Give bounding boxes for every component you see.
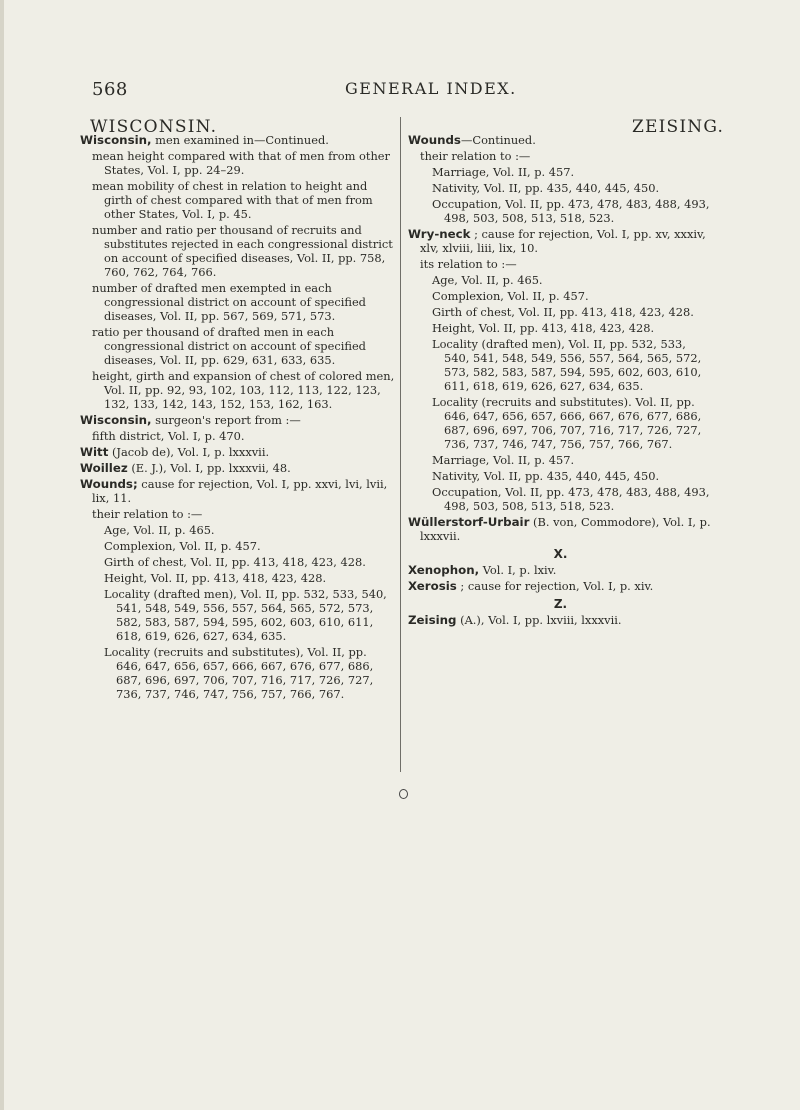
- entry-text: Age, Vol. II, p. 465.: [432, 273, 543, 287]
- entry-text: Height, Vol. II, pp. 413, 418, 423, 428.: [432, 321, 655, 335]
- entry-text: Locality (recruits and substitutes). Vol. II, pp. 646, 647, 656, 657, 666, 667, 676, 677, 686, 687, 696, 697, 706, 707, 716, 717, 726, 727, 736, 737, 746, 747, 756, 757, 766, 767.: [432, 395, 702, 451]
- section-letter: X.: [553, 547, 568, 561]
- index-subentry: [408, 485, 713, 513]
- entry-text: its relation to :—: [420, 257, 517, 271]
- column-divider: [400, 117, 401, 772]
- entry-text: Complexion, Vol. II, p. 457.: [104, 539, 261, 553]
- entry-text: Locality (drafted men), Vol. II, pp. 532, 533, 540, 541, 548, 549, 556, 557, 564, 565, 572, 573, 582, 583, 587, 594, 595, 602, 603, 610, 611, 618, 619, 626, 627, 634, 635.: [104, 587, 387, 643]
- entry-text: Nativity, Vol. II, pp. 435, 440, 445, 450.: [432, 469, 660, 483]
- entry-text: Nativity, Vol. II, pp. 435, 440, 445, 450.: [432, 181, 660, 195]
- index-subentry: [408, 469, 713, 483]
- entry-text: (B. von, Commodore), Vol. I, p. lxxxvii.: [420, 515, 711, 543]
- entry-heading: Wounds: [408, 133, 461, 147]
- right-column: [408, 133, 713, 629]
- index-subentry: [408, 453, 713, 467]
- index-subentry: [408, 321, 713, 335]
- entry-text: Complexion, Vol. II, p. 457.: [432, 289, 589, 303]
- page-number: 568: [92, 79, 128, 100]
- index-entry: [408, 227, 713, 255]
- entry-text: cause for rejection, Vol. I, pp. xxvi, lvi, lvii, lix, 11.: [92, 477, 388, 505]
- entry-text: Occupation, Vol. II, pp. 473, 478, 483, 488, 493, 498, 503, 508, 513, 518, 523.: [432, 197, 710, 225]
- index-subentry: [80, 179, 395, 221]
- index-entry: [80, 133, 395, 147]
- index-subentry: [408, 273, 713, 287]
- index-entry: [408, 515, 713, 543]
- entry-text: Height, Vol. II, pp. 413, 418, 423, 428.: [104, 571, 327, 585]
- index-subentry: [408, 165, 713, 179]
- index-subentry: [408, 197, 713, 225]
- entry-heading: Zeising: [408, 613, 457, 627]
- entry-text: ; cause for rejection, Vol. I, pp. xv, xxxiv, xlv, xlviii, liii, lix, 10.: [420, 227, 706, 255]
- entry-text: Vol. I, p. lxiv.: [479, 563, 557, 577]
- circle-mark: [399, 789, 408, 799]
- index-subentry: [80, 429, 395, 443]
- index-subentry: [408, 395, 713, 451]
- entry-text: mean mobility of chest in relation to height and girth of chest compared with that of men from other States, Vol. I, p. 45.: [92, 179, 373, 221]
- index-entry: [408, 579, 713, 593]
- entry-text: Locality (drafted men), Vol. II, pp. 532, 533, 540, 541, 548, 549, 556, 557, 564, 565, 572, 573, 582, 583, 587, 594, 595, 602, 603, 610, 611, 618, 619, 626, 627, 634, 635.: [432, 337, 702, 393]
- entry-text: surgeon's report from :—: [151, 413, 301, 427]
- entry-heading: Woillez: [80, 461, 128, 475]
- index-entry: [408, 133, 713, 147]
- entry-text: Girth of chest, Vol. II, pp. 413, 418, 423, 428.: [104, 555, 366, 569]
- entry-text: number and ratio per thousand of recruits and substitutes rejected in each congressional district on account of specified diseases, Vol. II, pp. 758, 760, 762, 764, 766.: [92, 223, 393, 279]
- entry-text: Age, Vol. II, p. 465.: [104, 523, 215, 537]
- index-subentry: [80, 587, 395, 643]
- index-subentry: [408, 257, 713, 271]
- entry-text: —Continued.: [460, 133, 536, 147]
- entry-text: (Jacob de), Vol. I, p. lxxxvii.: [108, 445, 270, 459]
- index-subentry: [80, 281, 395, 323]
- entry-heading: Wry-neck: [408, 227, 471, 241]
- page-edge: [0, 0, 4, 1110]
- left-column: [80, 133, 395, 703]
- entry-heading: Wisconsin,: [80, 133, 152, 147]
- left-guide-word: WISCONSIN.: [90, 117, 218, 137]
- entry-text: height, girth and expansion of chest of colored men, Vol. II, pp. 92, 93, 102, 103, 112, 113, 122, 123, 132, 133, 142, 143, 152, 153, 162, 163.: [92, 369, 395, 411]
- entry-text: (E. J.), Vol. I, pp. lxxxvii, 48.: [127, 461, 291, 475]
- index-subentry: [408, 337, 713, 393]
- index-subentry: [408, 305, 713, 319]
- index-subentry: [80, 325, 395, 367]
- index-subentry: [80, 369, 395, 411]
- entry-text: Occupation, Vol. II, pp. 473, 478, 483, 488, 493, 498, 503, 508, 513, 518, 523.: [432, 485, 710, 513]
- right-guide-word: ZEISING.: [632, 117, 725, 137]
- entry-text: Locality (recruits and substitutes), Vol. II, pp. 646, 647, 656, 657, 666, 667, 676, 677, 686, 687, 696, 697, 706, 707, 716, 717, 726, 727, 736, 737, 746, 747, 756, 757, 766, 767.: [104, 645, 374, 701]
- entry-heading: Witt: [80, 445, 109, 459]
- entry-text: number of drafted men exempted in each congressional district on account of specified diseases, Vol. II, pp. 567, 569, 571, 573.: [92, 281, 366, 323]
- index-entry: [80, 445, 395, 459]
- section-letter: Z.: [553, 597, 568, 611]
- entry-text: ratio per thousand of drafted men in each congressional district on account of specified diseases, Vol. II, pp. 629, 631, 633, 635.: [92, 325, 366, 367]
- index-subentry: [80, 645, 395, 701]
- index-entry: [408, 613, 713, 627]
- entry-text: their relation to :—: [92, 507, 203, 521]
- entry-heading: Xerosis: [408, 579, 457, 593]
- index-entry: [80, 413, 395, 427]
- index-entry: [80, 461, 395, 475]
- entry-text: Marriage, Vol. II, p. 457.: [432, 453, 575, 467]
- entry-heading: Wounds;: [80, 477, 138, 491]
- running-title: GENERAL INDEX.: [345, 79, 517, 98]
- entry-heading: Xenophon,: [408, 563, 480, 577]
- index-subentry: [408, 149, 713, 163]
- entry-text: Girth of chest, Vol. II, pp. 413, 418, 423, 428.: [432, 305, 694, 319]
- index-subentry: [408, 181, 713, 195]
- entry-text: men examined in—Continued.: [151, 133, 329, 147]
- entry-text: Marriage, Vol. II, p. 457.: [432, 165, 575, 179]
- index-subentry: [80, 223, 395, 279]
- index-subentry: [80, 555, 395, 569]
- entry-text: mean height compared with that of men from other States, Vol. I, pp. 24–29.: [92, 149, 390, 177]
- index-subentry: [80, 149, 395, 177]
- index-subentry: [80, 523, 395, 537]
- entry-heading: Wüllerstorf-Urbair: [408, 515, 530, 529]
- entry-text: (A.), Vol. I, pp. lxviii, lxxxvii.: [456, 613, 622, 627]
- entry-text: ; cause for rejection, Vol. I, p. xiv.: [456, 579, 654, 593]
- entry-text: their relation to :—: [420, 149, 531, 163]
- entry-text: fifth district, Vol. I, p. 470.: [92, 429, 245, 443]
- index-subentry: [80, 571, 395, 585]
- index-entry: [408, 563, 713, 577]
- index-subentry: [80, 539, 395, 553]
- entry-heading: Wisconsin,: [80, 413, 152, 427]
- index-entry: [80, 477, 395, 505]
- index-subentry: [408, 289, 713, 303]
- running-head: [92, 79, 702, 99]
- index-subentry: [80, 507, 395, 521]
